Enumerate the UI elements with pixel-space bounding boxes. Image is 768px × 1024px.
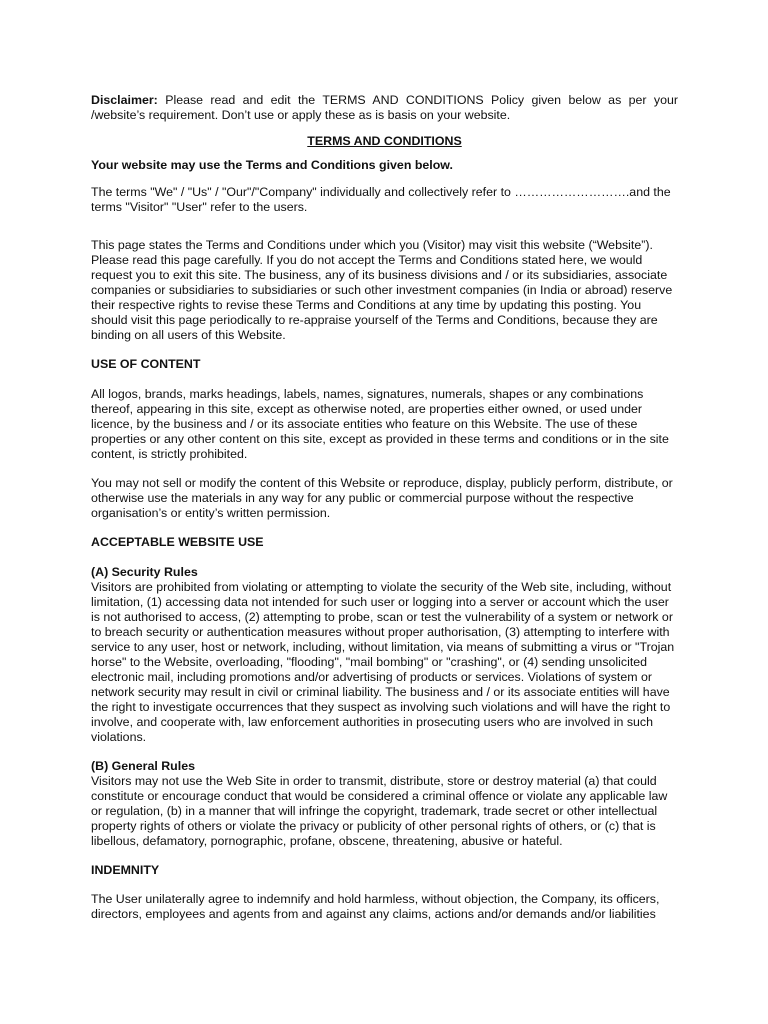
indemnity-paragraph: The User unilaterally agree to indemnify and hold harmless, without objection, the Company, its officers, directors, employees and agents from and against any claims, actions and/or demands and/or liabilities [91,892,660,921]
acceptable-use-heading: ACCEPTABLE WEBSITE USE [91,535,264,549]
use-of-content-heading: USE OF CONTENT [91,357,201,371]
use-of-content-paragraph-1: All logos, brands, marks headings, labels, names, signatures, numerals, shapes or any combinations thereof, appearing in this site, except as otherwise noted, are properties either owned, or used under licence, by the business and / or its associate entities who feature on this Website. The use of these properties or any other content on this site, except as provided in these terms and conditions or in the site content, is strictly prohibited. [91,387,669,461]
security-rules-text: Visitors are prohibited from violating or attempting to violate the security of the Web site, including, without limitation, (1) accessing data not intended for such user or logging into a server or account which the user is not authorised to access, (2) attempting to probe, scan or test the vulnerability of a system or network or to breach security or authentication measures without proper authorisation, (3) attempting to interfere with service to any user, host or network, including, without limitation, via means of submitting a virus or "Trojan horse" to the Website, overloading, "flooding", "mail bombing" or "crashing", or (4) sending unsolicited electronic mail, including promotions and/or advertising of products or services. Violations of system or network security may result in civil or criminal liability. The business and / or its associate entities will have the right to investigate occurrences that they suspect as involving such violations and will have the right to involve, and cooperate with, law enforcement authorities in prosecuting users who are involved in such violations. [91,580,675,744]
disclaimer-paragraph [91,93,678,123]
general-rules-section [91,759,678,849]
security-rules-section [91,565,678,745]
indemnity-heading-wrap [91,863,678,878]
document-title: TERMS AND CONDITIONS [307,134,462,148]
security-rules-heading: (A) Security Rules [91,565,198,579]
use-of-content-paragraph-2: You may not sell or modify the content of this Website or reproduce, display, publicly perform, distribute, or otherwise use the materials in any way for any public or commercial purpose without the respective organisation’s or entity’s written permission. [91,476,673,520]
intro-heading: Your website may use the Terms and Conditions given below. [91,158,453,172]
general-rules-text: Visitors may not use the Web Site in order to transmit, distribute, store or destroy material (a) that could constitute or encourage conduct that would be considered a criminal offence or violate any applicable law or regulation, (b) in a manner that will infringe the copyright, trademark, trade secret or other intellectual property rights of others or violate the privacy or publicity of other personal rights of others, or (c) that is libellous, defamatory, pornographic, profane, obscene, threatening, abusive or hateful. [91,774,668,848]
acceptable-use-heading-wrap [91,535,678,550]
intro-heading-wrap [91,158,678,173]
general-rules-heading: (B) General Rules [91,759,195,773]
use-of-content-heading-wrap [91,357,678,372]
disclaimer-label: Disclaimer: [91,93,158,107]
definitions-paragraph: The terms "We" / "Us" / "Our"/"Company" individually and collectively refer to ……………………….and the terms "Visitor" "User" refer to the users. [91,185,671,214]
disclaimer-text: Please read and edit the TERMS AND CONDITIONS Policy given below as per your /website’s requirement. Don’t use or apply these as is basis on your website. [91,93,678,122]
overview-paragraph: This page states the Terms and Conditions under which you (Visitor) may visit this website (“Website”). Please read this page carefully. If you do not accept the Terms and Conditions stated here, we would request you to exit this site. The business, any of its business divisions and / or its subsidiaries, associate companies or subsidiaries to subsidiaries or such other investment companies (in India or abroad) reserve their respective rights to revise these Terms and Conditions at any time by updating this posting. You should visit this page periodically to re-appraise yourself of the Terms and Conditions, because they are binding on all users of this Website. [91,238,673,342]
document-title-wrap [91,134,678,149]
indemnity-heading: INDEMNITY [91,863,160,877]
